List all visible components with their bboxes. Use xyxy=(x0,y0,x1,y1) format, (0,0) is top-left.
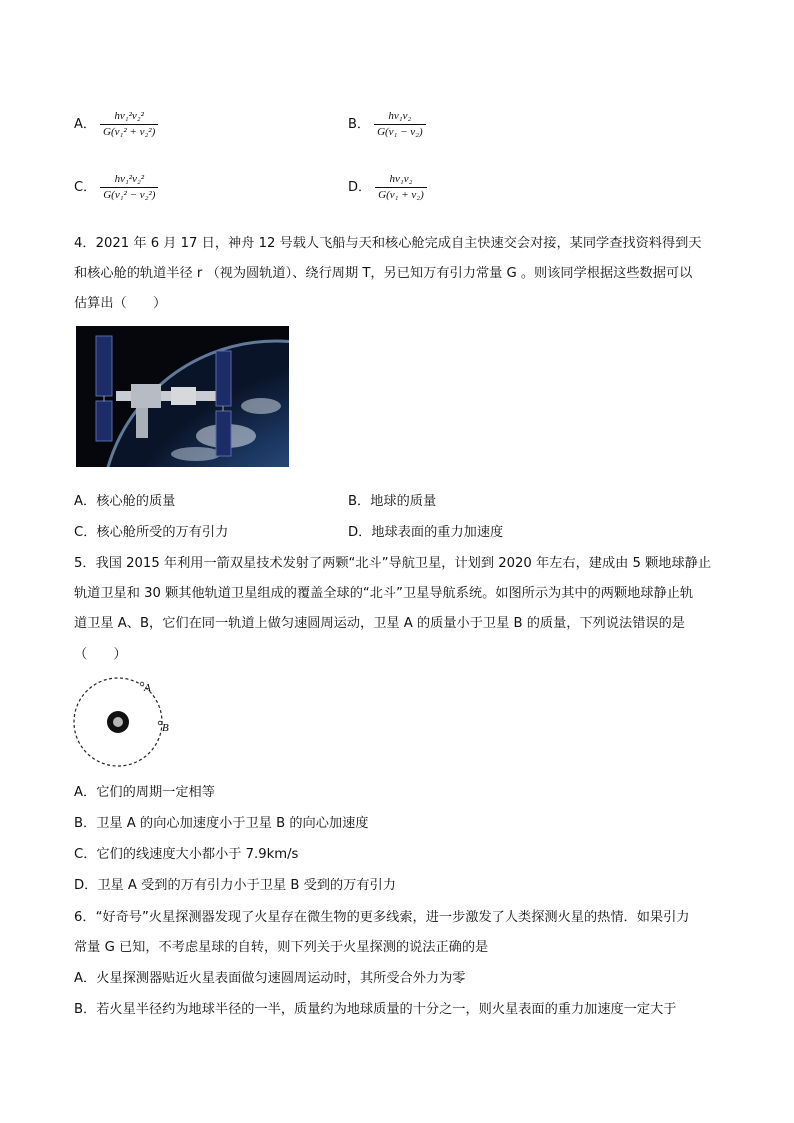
denominator: G(ν₁ − ν₂) xyxy=(374,124,426,139)
q6-option-a: A．火星探测器贴近火星表面做匀速圆周运动时，其所受合外力为零 xyxy=(74,971,466,986)
q5-stem-line-3: 道卫星 A、B，它们在同一轨道上做匀速圆周运动，卫星 A 的质量小于卫星 B 的质量，下列说法错误的是 xyxy=(74,616,685,631)
q3-option-c xyxy=(74,173,158,202)
fraction xyxy=(375,173,427,202)
q6-option-b: B．若火星半径约为地球半径的一半，质量约为地球质量的十分之一，则火星表面的重力加速度一定大于 xyxy=(74,1002,677,1017)
q4-option-c: C．核心舱所受的万有引力 xyxy=(74,525,229,540)
q5-stem-line-2: 轨道卫星和 30 颗其他轨道卫星组成的覆盖全球的“北斗”卫星导航系统。如图所示为其中的两颗地球静止轨 xyxy=(74,586,694,601)
numerator: hν₁²ν₂² xyxy=(114,110,144,122)
label-a: A xyxy=(144,682,151,694)
label-b: B xyxy=(162,722,169,734)
fraction xyxy=(100,173,158,202)
denominator: G(ν₁² + ν₂²) xyxy=(100,124,158,139)
q5-stem-line-1: 5．我国 2015 年利用一箭双星技术发射了两颗“北斗”导航卫星，计划到 2020 年左右，建成由 5 颗地球静止 xyxy=(74,556,712,571)
q4-stem-line-1: 4．2021 年 6 月 17 日，神舟 12 号载人飞船与天和核心舱完成自主快速交会对接，某同学查找资料得到天 xyxy=(74,236,702,251)
numerator: hν₁ν₂ xyxy=(389,173,413,185)
orbit-svg xyxy=(70,675,180,770)
orbit-diagram xyxy=(70,675,180,770)
q4-stem-line-2: 和核心舱的轨道半径 r （视为圆轨道）、绕行周期 T，另已知万有引力常量 G 。则该同学根据这些数据可以 xyxy=(74,266,693,281)
q4-option-d: D．地球表面的重力加速度 xyxy=(348,525,504,540)
fraction xyxy=(374,110,426,139)
q5-option-c: C．它们的线速度大小都小于 7.9km/s xyxy=(74,847,299,862)
numerator: hν₁ν₂ xyxy=(388,110,412,122)
q5-option-a: A．它们的周期一定相等 xyxy=(74,785,215,800)
denominator: G(ν₁² − ν₂²) xyxy=(100,187,158,202)
q6-stem-line-1: 6．“好奇号”火星探测器发现了火星存在微生物的更多线索，进一步激发了人类探测火星的热情．如果引力 xyxy=(74,910,690,925)
q5-stem-line-4: （ ） xyxy=(74,647,127,662)
q6-stem-line-2: 常量 G 已知，不考虑星球的自转，则下列关于火星探测的说法正确的是 xyxy=(74,940,489,955)
space-station-illustration xyxy=(76,326,289,467)
q3-option-d xyxy=(348,173,427,202)
q5-option-b: B．卫星 A 的向心加速度小于卫星 B 的向心加速度 xyxy=(74,816,369,831)
numerator: hν₁²ν₂² xyxy=(114,173,145,185)
q3-option-b xyxy=(348,110,426,139)
q4-option-a: A．核心舱的质量 xyxy=(74,494,176,509)
space-station-photo xyxy=(76,326,289,467)
denominator: G(ν₁ + ν₂) xyxy=(375,187,427,202)
q4-stem-line-3: 估算出（ ） xyxy=(74,296,167,311)
option-label: B． xyxy=(348,117,370,132)
q4-option-b: B．地球的质量 xyxy=(348,494,437,509)
q5-option-d: D．卫星 A 受到的万有引力小于卫星 B 受到的万有引力 xyxy=(74,878,396,893)
option-label: A． xyxy=(74,117,96,132)
q3-option-a xyxy=(74,110,158,139)
fraction xyxy=(100,110,158,139)
option-label: D． xyxy=(348,180,372,195)
option-label: C． xyxy=(74,180,97,195)
